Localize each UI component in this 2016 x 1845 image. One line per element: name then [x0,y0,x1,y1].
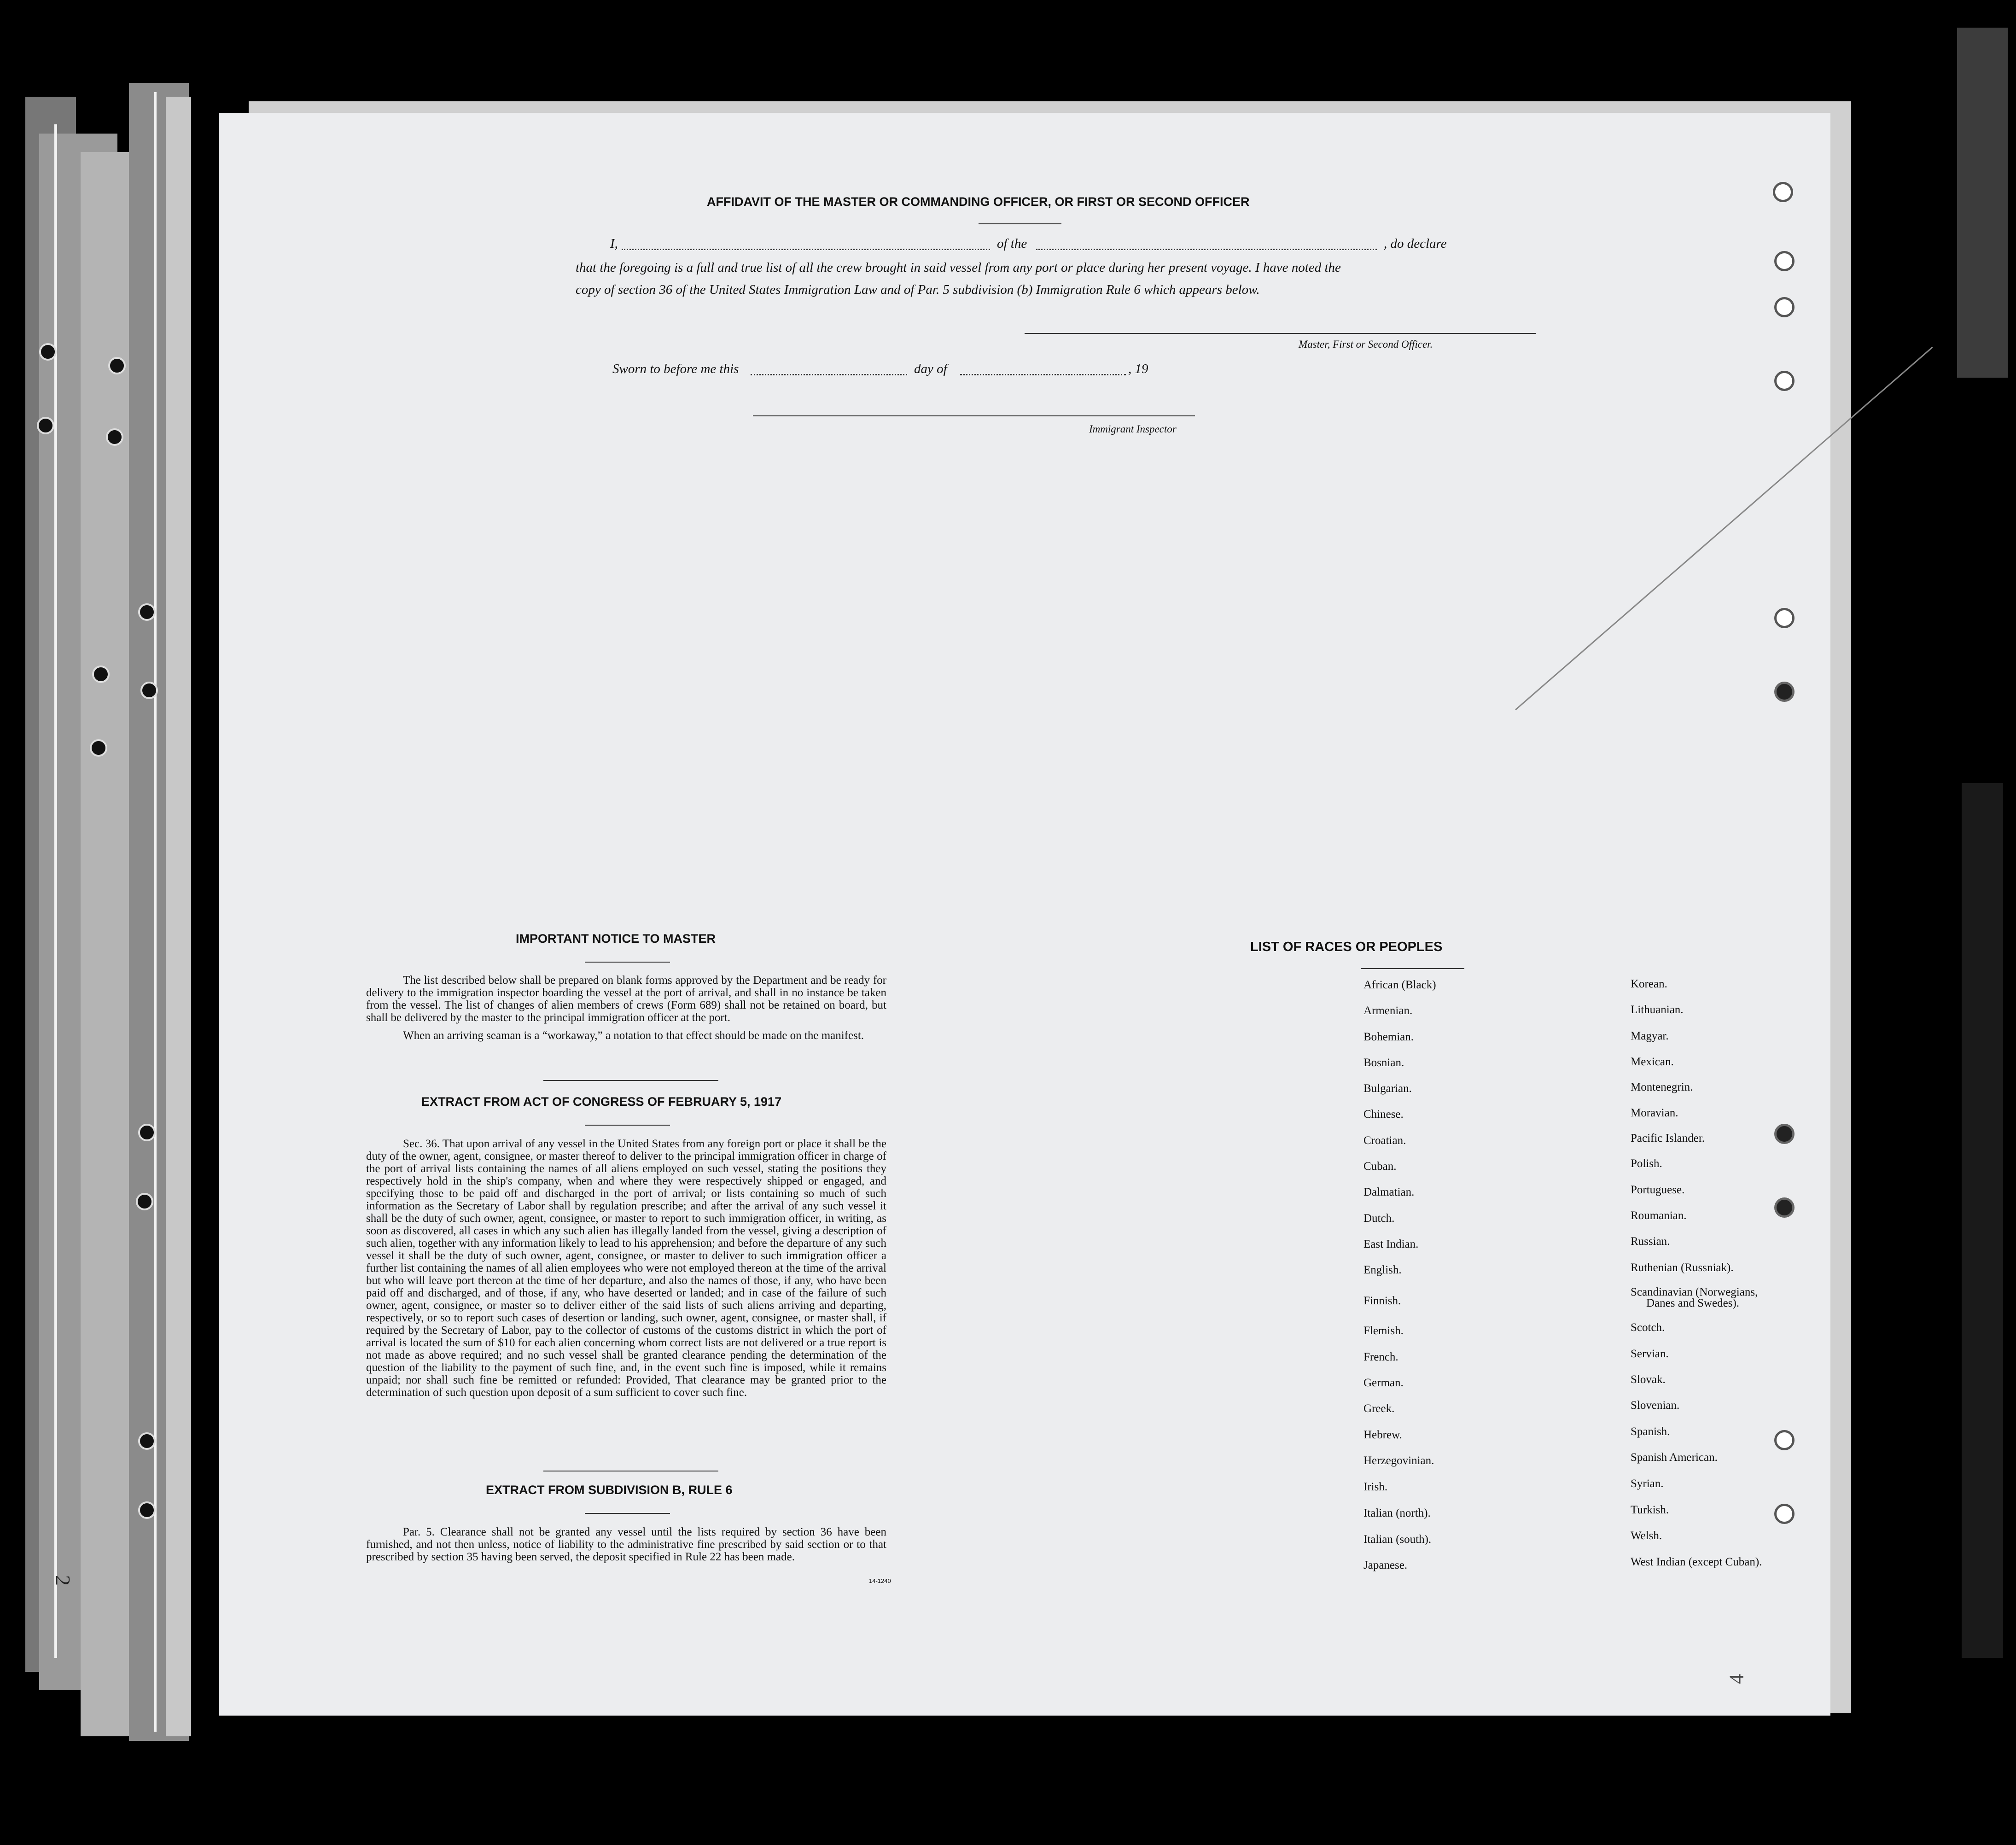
page-edge-line [154,92,157,1732]
left-page-stack-e [166,97,191,1736]
sworn-day-blank [751,374,907,375]
act-extract-text: Sec. 36. That upon arrival of any vessel in the United States from any foreign port or place it shall be the duty of the owner, agent, consignee, or master thereof to deliver to the principal immigration officer in charge of the port of arrival lists containing the names of all aliens employed on such vessel, stating the positions they respectively hold in the ship's company, when and where they were respectively shipped or engaged, and specifying those to be paid off and discharged in the port of arrival; or lists containing so much of such information as the Secretary of Labor shall by regulation prescribe; and after the arrival of any such vessel it shall be the duty of such owner, agent, consignee, or master to report to such immigration officer, in writing, as soon as discovered, all cases in which any such alien has illegally landed from the vessel, giving a description of such alien, together with any information likely to lead to his apprehension; and before the departure of any such vessel it shall be the duty of such owner, agent, consignee, or master to deliver to such immigration officer a further list containing the names of all alien employees who were not employed thereon at the time of the arrival but who will leave port thereon at the time of her departure, and also the names of those, if any, who have been paid off and discharged, and of those, if any, who have deserted or landed; and in case of the failure of such owner, agent, consignee, or master so to deliver either of the said lists of such aliens arriving and departing, respectively, or so to report such cases of desertion or landing, such owner, agent, consignee, or master shall, if required by the Secretary of Labor, pay to the collector of customs of the customs district in which the port of arrival is located the sum of $10 for each alien concerning whom correct lists are not delivered or a true report is not made as above required; and no such vessel shall be granted clearance pending the determination of the question of the liability to the payment of such fine, and, in the event such fine is imposed, while it remains unpaid; nor shall such fine be remitted or refunded: Provided, That clearance may be granted prior to the determination of such question upon deposit of a sum sufficient to cover such fine. [366,1138,886,1399]
punch-hole-icon [1774,682,1795,702]
race-left-item: Japanese. [1363,1559,1408,1571]
race-right-item: Scotch. [1631,1321,1665,1334]
race-right-item: Slovenian. [1631,1399,1680,1412]
divider [585,1513,670,1514]
punch-hole-icon [1774,608,1795,628]
race-right-item: Polish. [1631,1157,1662,1170]
affidavit-line1-i: I, [610,236,618,251]
race-left-item: Herzegovinian. [1363,1454,1434,1467]
race-left-item: German. [1363,1377,1404,1389]
race-right-item: Ruthenian (Russniak). [1631,1261,1734,1274]
notice-title: IMPORTANT NOTICE TO MASTER [516,932,716,946]
punch-hole-icon [140,682,158,699]
inspector-signature-line [753,415,1195,416]
race-left-item: French. [1363,1351,1398,1363]
divider [585,1125,670,1126]
master-caption: Master, First or Second Officer. [1299,339,1433,350]
race-left-item: Flemish. [1363,1325,1404,1337]
affidavit-title: AFFIDAVIT OF THE MASTER OR COMMANDING OFFICER, OR FIRST OR SECOND OFFICER [707,195,1250,209]
race-right-item: Danes and Swedes). [1646,1297,1740,1309]
race-right-item: West Indian (except Cuban). [1631,1556,1762,1568]
race-right-item: Lithuanian. [1631,1004,1684,1016]
punch-hole-icon [106,428,123,446]
punch-hole-icon [1774,1124,1795,1144]
master-name-blank [622,249,990,250]
race-right-item: Servian. [1631,1348,1669,1360]
form-number: 14-1240 [869,1577,891,1584]
race-right-item: Portuguese. [1631,1184,1685,1196]
race-right-item: Slovak. [1631,1373,1666,1386]
punch-hole-icon [138,1124,156,1141]
race-left-item: Italian (north). [1363,1507,1431,1519]
affidavit-line1-declare: , do declare [1384,236,1447,251]
race-right-item: Mexican. [1631,1056,1674,1068]
affidavit-line1-of-the: of the [997,236,1027,251]
races-title: LIST OF RACES OR PEOPLES [1250,940,1443,954]
race-right-item: Roumanian. [1631,1209,1687,1222]
right-edge-band [1962,783,2003,1658]
race-left-item: Chinese. [1363,1108,1404,1121]
punch-hole-icon [1774,1430,1795,1450]
race-left-item: Hebrew. [1363,1429,1402,1441]
punch-hole-icon [39,343,57,361]
race-right-item: Russian. [1631,1235,1670,1248]
race-left-item: Cuban. [1363,1160,1397,1173]
race-left-item: Bohemian. [1363,1031,1414,1043]
race-right-item: Spanish. [1631,1425,1670,1438]
race-right-item: Magyar. [1631,1030,1669,1042]
punch-hole-icon [1774,371,1795,391]
punch-hole-icon [37,417,54,434]
race-right-item: Korean. [1631,978,1667,990]
divider [543,1080,718,1081]
master-signature-line [1025,333,1536,334]
sworn-day-of: day of [914,362,947,376]
punch-hole-icon [136,1193,153,1210]
notice-paragraph-2: When an arriving seaman is a “workaway,” a notation to that effect should be made on the manifest. [403,1029,864,1042]
punch-hole-icon [138,1432,156,1450]
race-right-item: Turkish. [1631,1504,1669,1516]
race-left-item: Dutch. [1363,1212,1395,1225]
race-left-item: Armenian. [1363,1004,1413,1017]
race-right-item: Scandinavian (Norwegians, [1631,1286,1758,1298]
left-handwritten-mark: 2 [51,1575,75,1586]
vessel-name-blank [1036,249,1377,250]
punch-hole-icon [138,1501,156,1519]
race-right-item: Syrian. [1631,1477,1664,1490]
race-left-item: Bulgarian. [1363,1082,1412,1095]
punch-hole-icon [1774,251,1795,271]
divider [585,962,670,963]
sworn-year: , 19 [1128,362,1148,376]
punch-hole-icon [1773,182,1793,202]
affidavit-line2: that the foregoing is a full and true list of all the crew brought in said vessel from any port or place during her present voyage. I have noted the [576,260,1341,275]
divider [979,223,1061,224]
right-edge-band [1957,28,2008,378]
race-left-item: Dalmatian. [1363,1186,1415,1198]
punch-hole-icon [138,603,156,621]
race-left-item: Finnish. [1363,1295,1401,1307]
notice-paragraph-1: The list described below shall be prepared on blank forms approved by the Department and be ready for delivery to the immigration inspector boarding the vessel at the port of arrival, and shall in no instance be taken from the vessel. The list of changes of alien members of crews (Form 689) shall not be retained on board, but shall be delivered by the master to the principal immigration officer at the port. [366,974,886,1024]
race-left-item: Bosnian. [1363,1057,1404,1069]
race-right-item: Moravian. [1631,1107,1678,1119]
punch-hole-icon [90,739,107,757]
race-left-item: Croatian. [1363,1134,1406,1147]
race-right-item: Spanish American. [1631,1451,1718,1464]
punch-hole-icon [1774,1197,1795,1218]
punch-hole-icon [108,357,126,374]
race-right-item: Montenegrin. [1631,1081,1693,1093]
inspector-caption: Immigrant Inspector [1089,423,1177,435]
race-right-item: Welsh. [1631,1530,1662,1542]
race-left-item: East Indian. [1363,1238,1419,1250]
punch-hole-icon [1774,1504,1795,1524]
rule-extract-text: Par. 5. Clearance shall not be granted any vessel until the lists required by section 36 have been furnished, and not then unless, notice of liability to the administrative fine prescribed by said section or to that prescribed by section 35 having been served, the deposit specified in Rule 22 has been made. [366,1526,886,1563]
race-left-item: Italian (south). [1363,1533,1432,1546]
act-extract-title: EXTRACT FROM ACT OF CONGRESS OF FEBRUARY 5, 1917 [421,1095,782,1109]
form-sheet [219,113,1830,1716]
affidavit-line3: copy of section 36 of the United States Immigration Law and of Par. 5 subdivision (b) Immigration Rule 6 which appears below. [576,282,1260,297]
sworn-prefix: Sworn to before me this [612,362,739,376]
race-left-item: Irish. [1363,1481,1388,1493]
punch-hole-icon [1774,297,1795,317]
rule-extract-title: EXTRACT FROM SUBDIVISION B, RULE 6 [486,1483,733,1497]
right-handwritten-mark: 4 [1725,1674,1748,1684]
race-right-item: Pacific Islander. [1631,1132,1705,1144]
sworn-month-blank [960,374,1126,375]
divider [1361,968,1464,969]
race-left-item: English. [1363,1264,1402,1276]
race-left-item: Greek. [1363,1402,1395,1415]
punch-hole-icon [92,666,110,683]
race-left-item: African (Black) [1363,979,1436,991]
